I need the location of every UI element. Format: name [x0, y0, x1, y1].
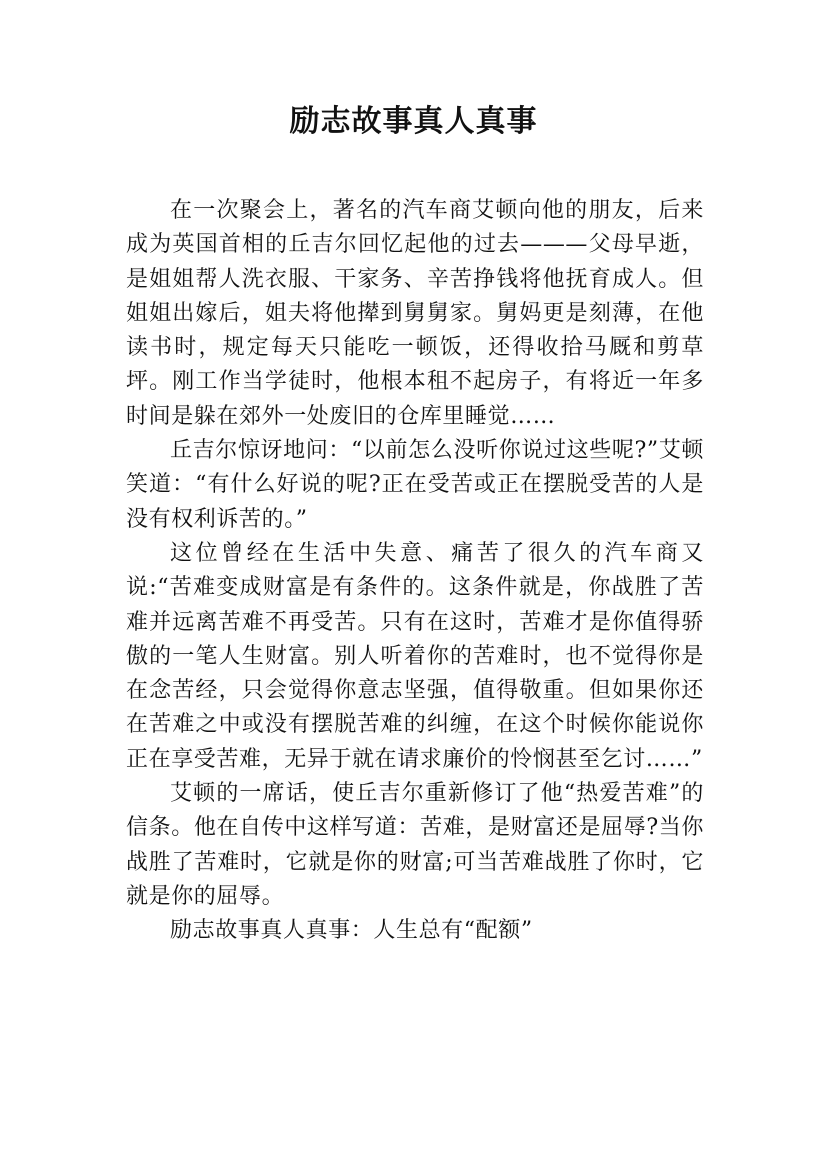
section-heading-paragraph: 励志故事真人真事：人生总有“配额” — [170, 918, 533, 944]
document-title: 励志故事真人真事 — [289, 104, 538, 139]
paragraph: 艾顿的一席话，使丘吉尔重新修订了他“热爱苦难”的信条。他在自传中这样写道：苦难，是财富还是屈辱?当你战胜了苦难时，它就是你的财富;可当苦难战胜了你时，它就是你的屈辱。 — [126, 781, 704, 909]
document-body — [126, 194, 704, 949]
paragraph: 这位曾经在生活中失意、痛苦了很久的汽车商又说:“苦难变成财富是有条件的。这条件就是，你战胜了苦难并远离苦难不再受苦。只有在这时，苦难才是你值得骄傲的一笔人生财富。别人听着你的苦难时，也不觉得你是在念苦经，只会觉得你意志坚强，值得敬重。但如果你还在苦难之中或没有摆脱苦难的纠缠，在这个时候你能说你正在享受苦难，无异于就在请求廉价的怜悯甚至乞讨……” — [126, 540, 704, 772]
paragraph: 在一次聚会上，著名的汽车商艾顿向他的朋友，后来成为英国首相的丘吉尔回忆起他的过去———父母早逝，是姐姐帮人洗衣服、干家务、辛苦挣钱将他抚育成人。但姐姐出嫁后，姐夫将他撵到舅舅家。舅妈更是刻薄，在他读书时，规定每天只能吃一顿饭，还得收拾马厩和剪草坪。刚工作当学徒时，他根本租不起房子，有将近一年多时间是躲在郊外一处废旧的仓库里睡觉…… — [126, 198, 704, 429]
paragraph: 丘吉尔惊讶地问：“以前怎么没听你说过这些呢?”艾顿笑道：“有什么好说的呢?正在受苦或正在摆脱受苦的人是没有权利诉苦的。” — [126, 438, 704, 532]
